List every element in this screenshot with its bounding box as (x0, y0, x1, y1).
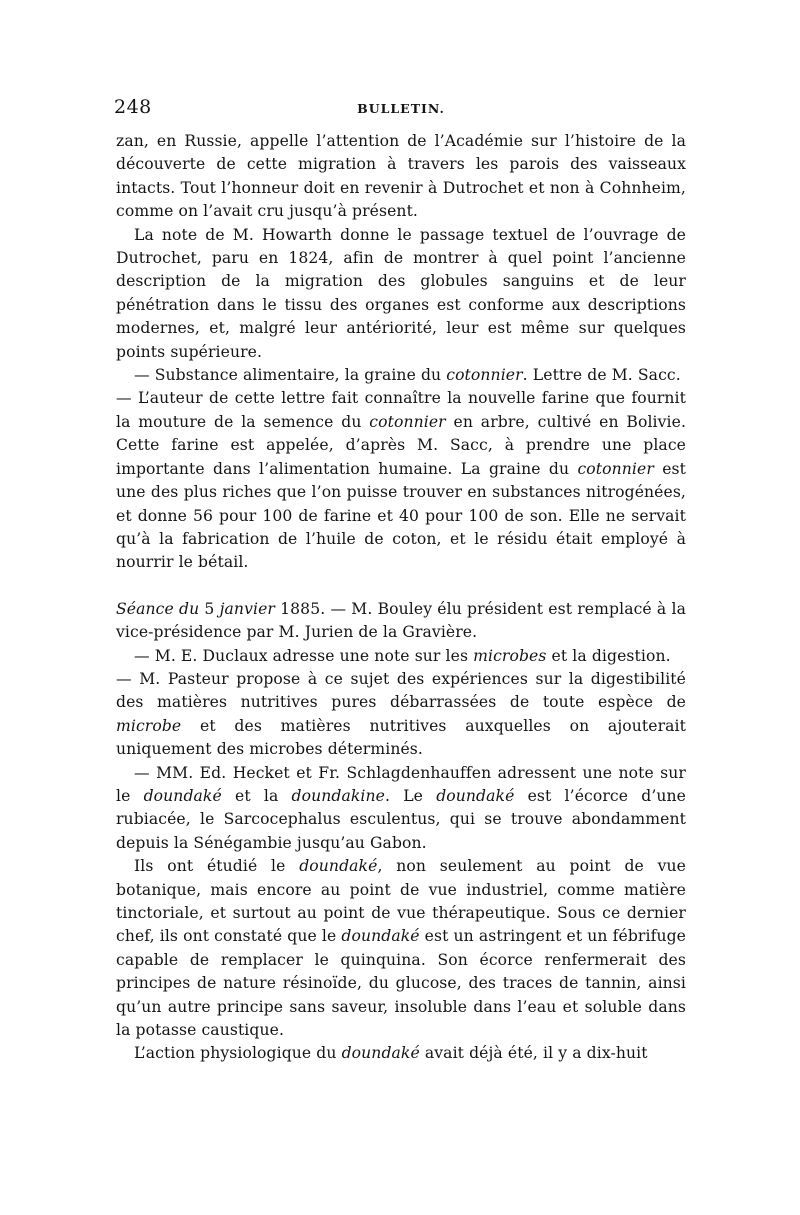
text-run: est un astringent et un fébrifuge capable de remplacer le quinquina. Son écorce renfermerait des principes de nature résinoïde, du glucose, des traces de tannin, ainsi qu’un autre principe sans saveur, insoluble dans l’eau et soluble dans la potasse caustique. (116, 927, 686, 1040)
italic-term: janvier (219, 599, 275, 618)
text-run: L’action physiologique du (134, 1044, 342, 1063)
text-run: et la (221, 786, 292, 805)
text-run: 1885. — M. Bouley élu président est remplacé à la vice-présidence par M. Jurien de la Gravière. (116, 599, 686, 642)
text-run: La note de M. Howarth donne le passage textuel de l’ouvrage de Dutrochet, paru en 1824, afin de montrer à quel point l’ancienne description de la migration des globules sanguins et de leur pénétration dans le tissu des organes est conforme aux descriptions modernes, et, malgré leur antériorité, leur est même sur quelques points supérieure. (116, 225, 686, 361)
paragraph-3 (116, 364, 686, 387)
text-run: — MM. Ed. Hecket et Fr. Schlagdenhauffen adressent une note sur le (116, 763, 686, 805)
document-page (116, 96, 686, 1066)
italic-term: Séance du (116, 599, 200, 618)
italic-term: doundaké (143, 786, 222, 805)
paragraph-9 (116, 855, 686, 1042)
text-run: , non seulement au point de vue botanique, mais encore au point de vue industriel, comme matière tinctoriale, et surtout au point de vue thérapeutique. Sous ce dernier chef, ils ont constaté que le (116, 857, 686, 946)
running-head (116, 96, 686, 130)
running-head-title: BULLETIN. (357, 101, 445, 116)
italic-term: cotonnier (369, 412, 446, 431)
italic-term: microbe (116, 716, 182, 735)
italic-term: doundakine (291, 786, 385, 805)
italic-term: doundaké (341, 927, 420, 946)
italic-term: doundaké (341, 1044, 420, 1063)
paragraph-5 (116, 598, 686, 645)
italic-term: cotonnier (446, 366, 523, 385)
paragraph-2 (116, 224, 686, 364)
section-gap (116, 575, 686, 598)
text-run: — M. E. Duclaux adresse une note sur les (134, 646, 474, 665)
text-run: . Le (384, 786, 437, 805)
text-run: — M. Pasteur propose à ce sujet des expériences sur la digestibilité des matières nutritives pures débarrassées de toute espèce de (116, 669, 686, 712)
text-run: avait déjà été, il y a dix-huit (419, 1044, 648, 1063)
text-run: est une des plus riches que l’on puisse trouver en substances nitrogénées, et donne 56 pour 100 de farine et 40 pour 100 de son. Elle ne servait qu’à la fabrication de l’huile de coton, et le résidu était employé à nourrir le bétail. (116, 459, 686, 572)
text-run: — Substance alimentaire, la graine du (134, 366, 447, 385)
italic-term: doundaké (299, 857, 378, 876)
text-run: . Lettre de M. Sacc. (522, 366, 681, 385)
text-run: Ils ont étudié le (134, 857, 300, 876)
body-text (116, 130, 686, 1066)
italic-term: cotonnier (577, 459, 654, 478)
paragraph-10 (116, 1042, 686, 1065)
text-run: et des matières nutritives auxquelles on ajouterait uniquement des microbes déterminés. (116, 716, 686, 759)
text-run: est l’écorce d’une rubiacée, le Sarcocephalus esculentus, qui se trouve abondamment depuis la Sénégambie jusqu’au Gabon. (116, 786, 686, 852)
paragraph-7 (116, 668, 686, 762)
text-run: zan, en Russie, appelle l’attention de l’Académie sur l’histoire de la découverte de cette migration à travers les parois des vaisseaux intacts. Tout l’honneur doit en revenir à Dutrochet et non à Cohnheim, comme on l’avait cru jusqu’à présent. (116, 132, 686, 221)
text-run: 5 (199, 599, 220, 618)
page-number: 248 (114, 96, 152, 118)
paragraph-6 (116, 645, 686, 668)
italic-term: microbes (473, 646, 547, 665)
italic-term: doundaké (436, 786, 515, 805)
text-run: en arbre, cultivé en Bolivie. Cette farine est appelée, d’après M. Sacc, à prendre une place importante dans l’alimentation humaine. La graine du (116, 412, 686, 478)
text-run: — L’auteur de cette lettre fait connaître la nouvelle farine que fournit la mouture de la semence du (116, 389, 686, 431)
paragraph-4 (116, 387, 686, 574)
text-run: et la digestion. (546, 646, 671, 665)
paragraph-1 (116, 130, 686, 224)
paragraph-8 (116, 762, 686, 856)
